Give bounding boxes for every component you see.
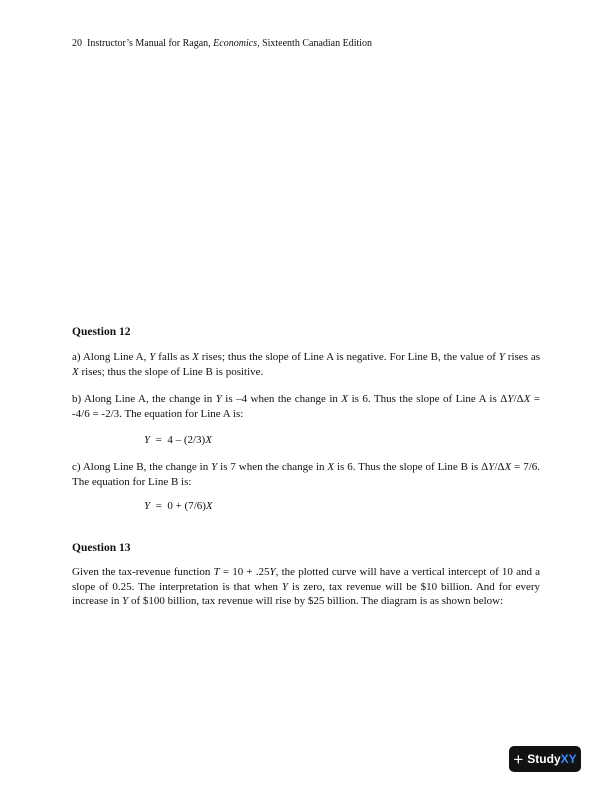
header-edition: , Sixteenth Canadian Edition <box>257 38 373 49</box>
question-12-part-a: a) Along Line A, Y falls as X rises; thus the slope of Line A is negative. For Line B, the value of Y rises as X rises; thus the slope of Line B is positive. <box>72 351 541 378</box>
question-12-title: Question 12 <box>72 326 131 338</box>
header-text: Instructor’s Manual for Ragan, <box>87 38 214 49</box>
badge-xy-text: XY <box>560 752 577 766</box>
page-number: 20 <box>72 38 82 49</box>
question-12-part-c: c) Along Line B, the change in Y is 7 when the change in X is 6. Thus the slope of Line B is ΔY/ΔX = 7/6. The equation for Line B is: <box>72 461 540 488</box>
plus-icon: + <box>513 749 524 769</box>
studyxy-logo-badge[interactable] <box>509 746 581 772</box>
question-13-title: Question 13 <box>72 542 131 554</box>
header-book-title: Economics <box>213 38 258 49</box>
equation-line-b: Y = 0 + (7/6)X <box>144 500 213 512</box>
question-13-paragraph: Given the tax-revenue function T = 10 + .25Y, the plotted curve will have a vertical intercept of 10 and a slope of 0.25. The interpretation is that when Y is zero, tax revenue will be $10 billion. And for every increase in Y of $100 billion, tax revenue will rise by $25 billion. The diagram is as shown below: <box>72 566 541 607</box>
equation-line-a: Y = 4 – (2/3)X <box>144 434 212 446</box>
page-header <box>72 38 372 49</box>
question-12-part-b: b) Along Line A, the change in Y is –4 when the change in X is 6. Thus the slope of Line A is ΔY/ΔX = -4/6 = -2/3. The equation for Line A is: <box>72 393 540 420</box>
badge-study-text: Study <box>527 752 561 766</box>
